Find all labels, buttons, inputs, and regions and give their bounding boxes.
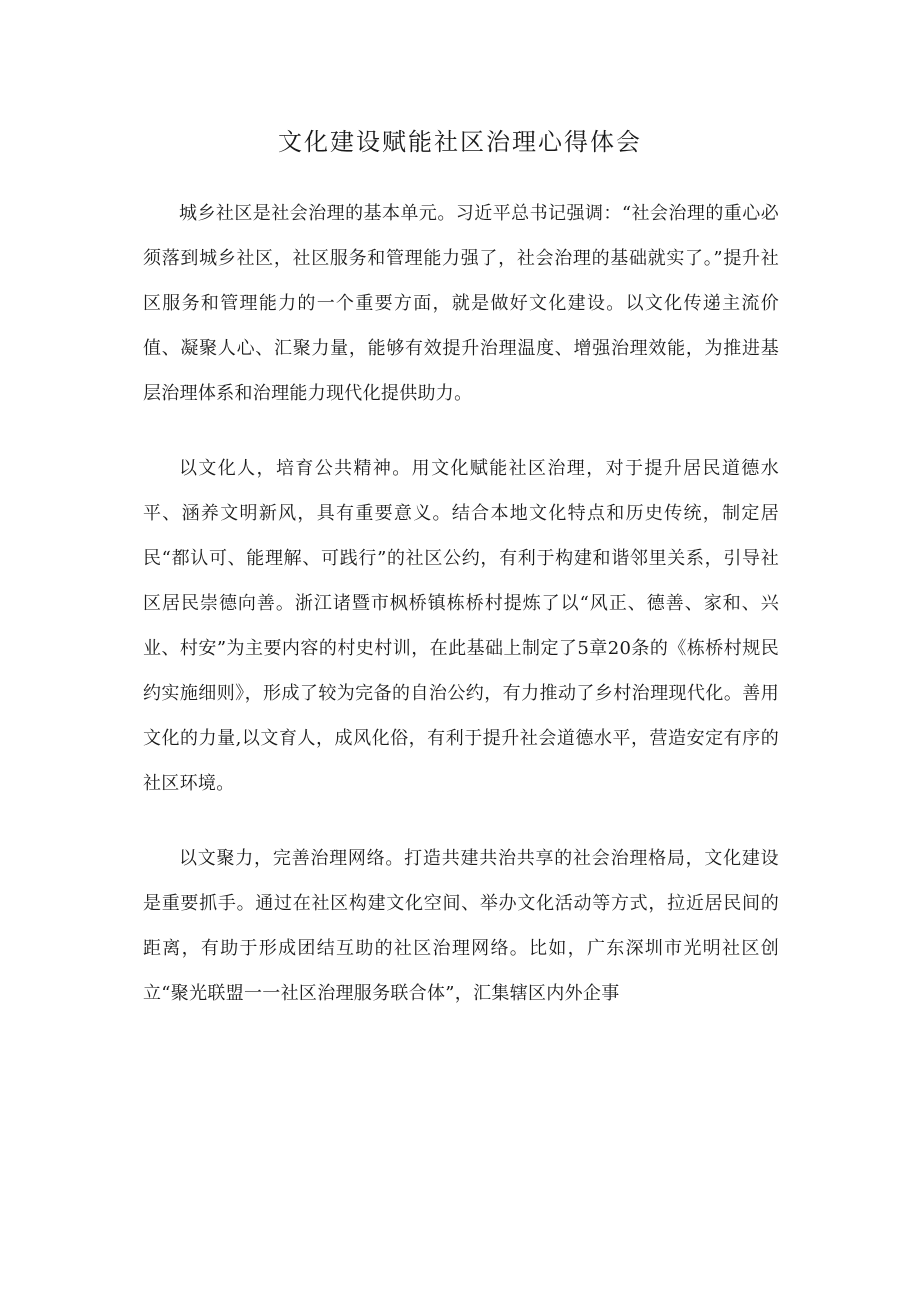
paragraph-3: 以文聚力，完善治理网络。打造共建共治共享的社会治理格局，文化建设是重要抓手。通过在社区构建文化空间、举办文化活动等方式，拉近居民间的距离，有助于形成团结互助的社区治理网络。比如，广东深圳市光明社区创立“聚光联盟一一社区治理服务联合体”，汇集辖区内外企事 [143, 848, 779, 1004]
paragraph-1: 城乡社区是社会治理的基本单元。习近平总书记强调：“社会治理的重心必须落到城乡社区，社区服务和管理能力强了，社会治理的基础就实了。”提升社区服务和管理能力的一个重要方面，就是做好文化建设。以文化传递主流价值、凝聚人心、汇聚力量，能够有效提升治理温度、增强治理效能，为推进基层治理体系和治理能力现代化提供助力。 [143, 203, 779, 404]
paragraph-2: 以文化人，培育公共精神。用文化赋能社区治理，对于提升居民道德水平、涵养文明新风，具有重要意义。结合本地文化特点和历史传统，制定居民“都认可、能理解、可践行”的社区公约，有利于构建和谐邻里关系，引导社区居民崇德向善。浙江诸暨市枫桥镇栋桥村提炼了以“风正、德善、家和、兴业、村安”为主要内容的村史村训，在此基础上制定了5章20条的《栋桥村规民约实施细则》，形成了较为完备的自治公约，有力推动了乡村治理现代化。善用文化的力量,以文育人，成风化俗，有利于提升社会道德水平，营造安定有序的社区环境。 [143, 458, 779, 794]
document-title: 文化建设赋能社区治理心得体会 [278, 128, 642, 156]
document-body [143, 191, 779, 1046]
